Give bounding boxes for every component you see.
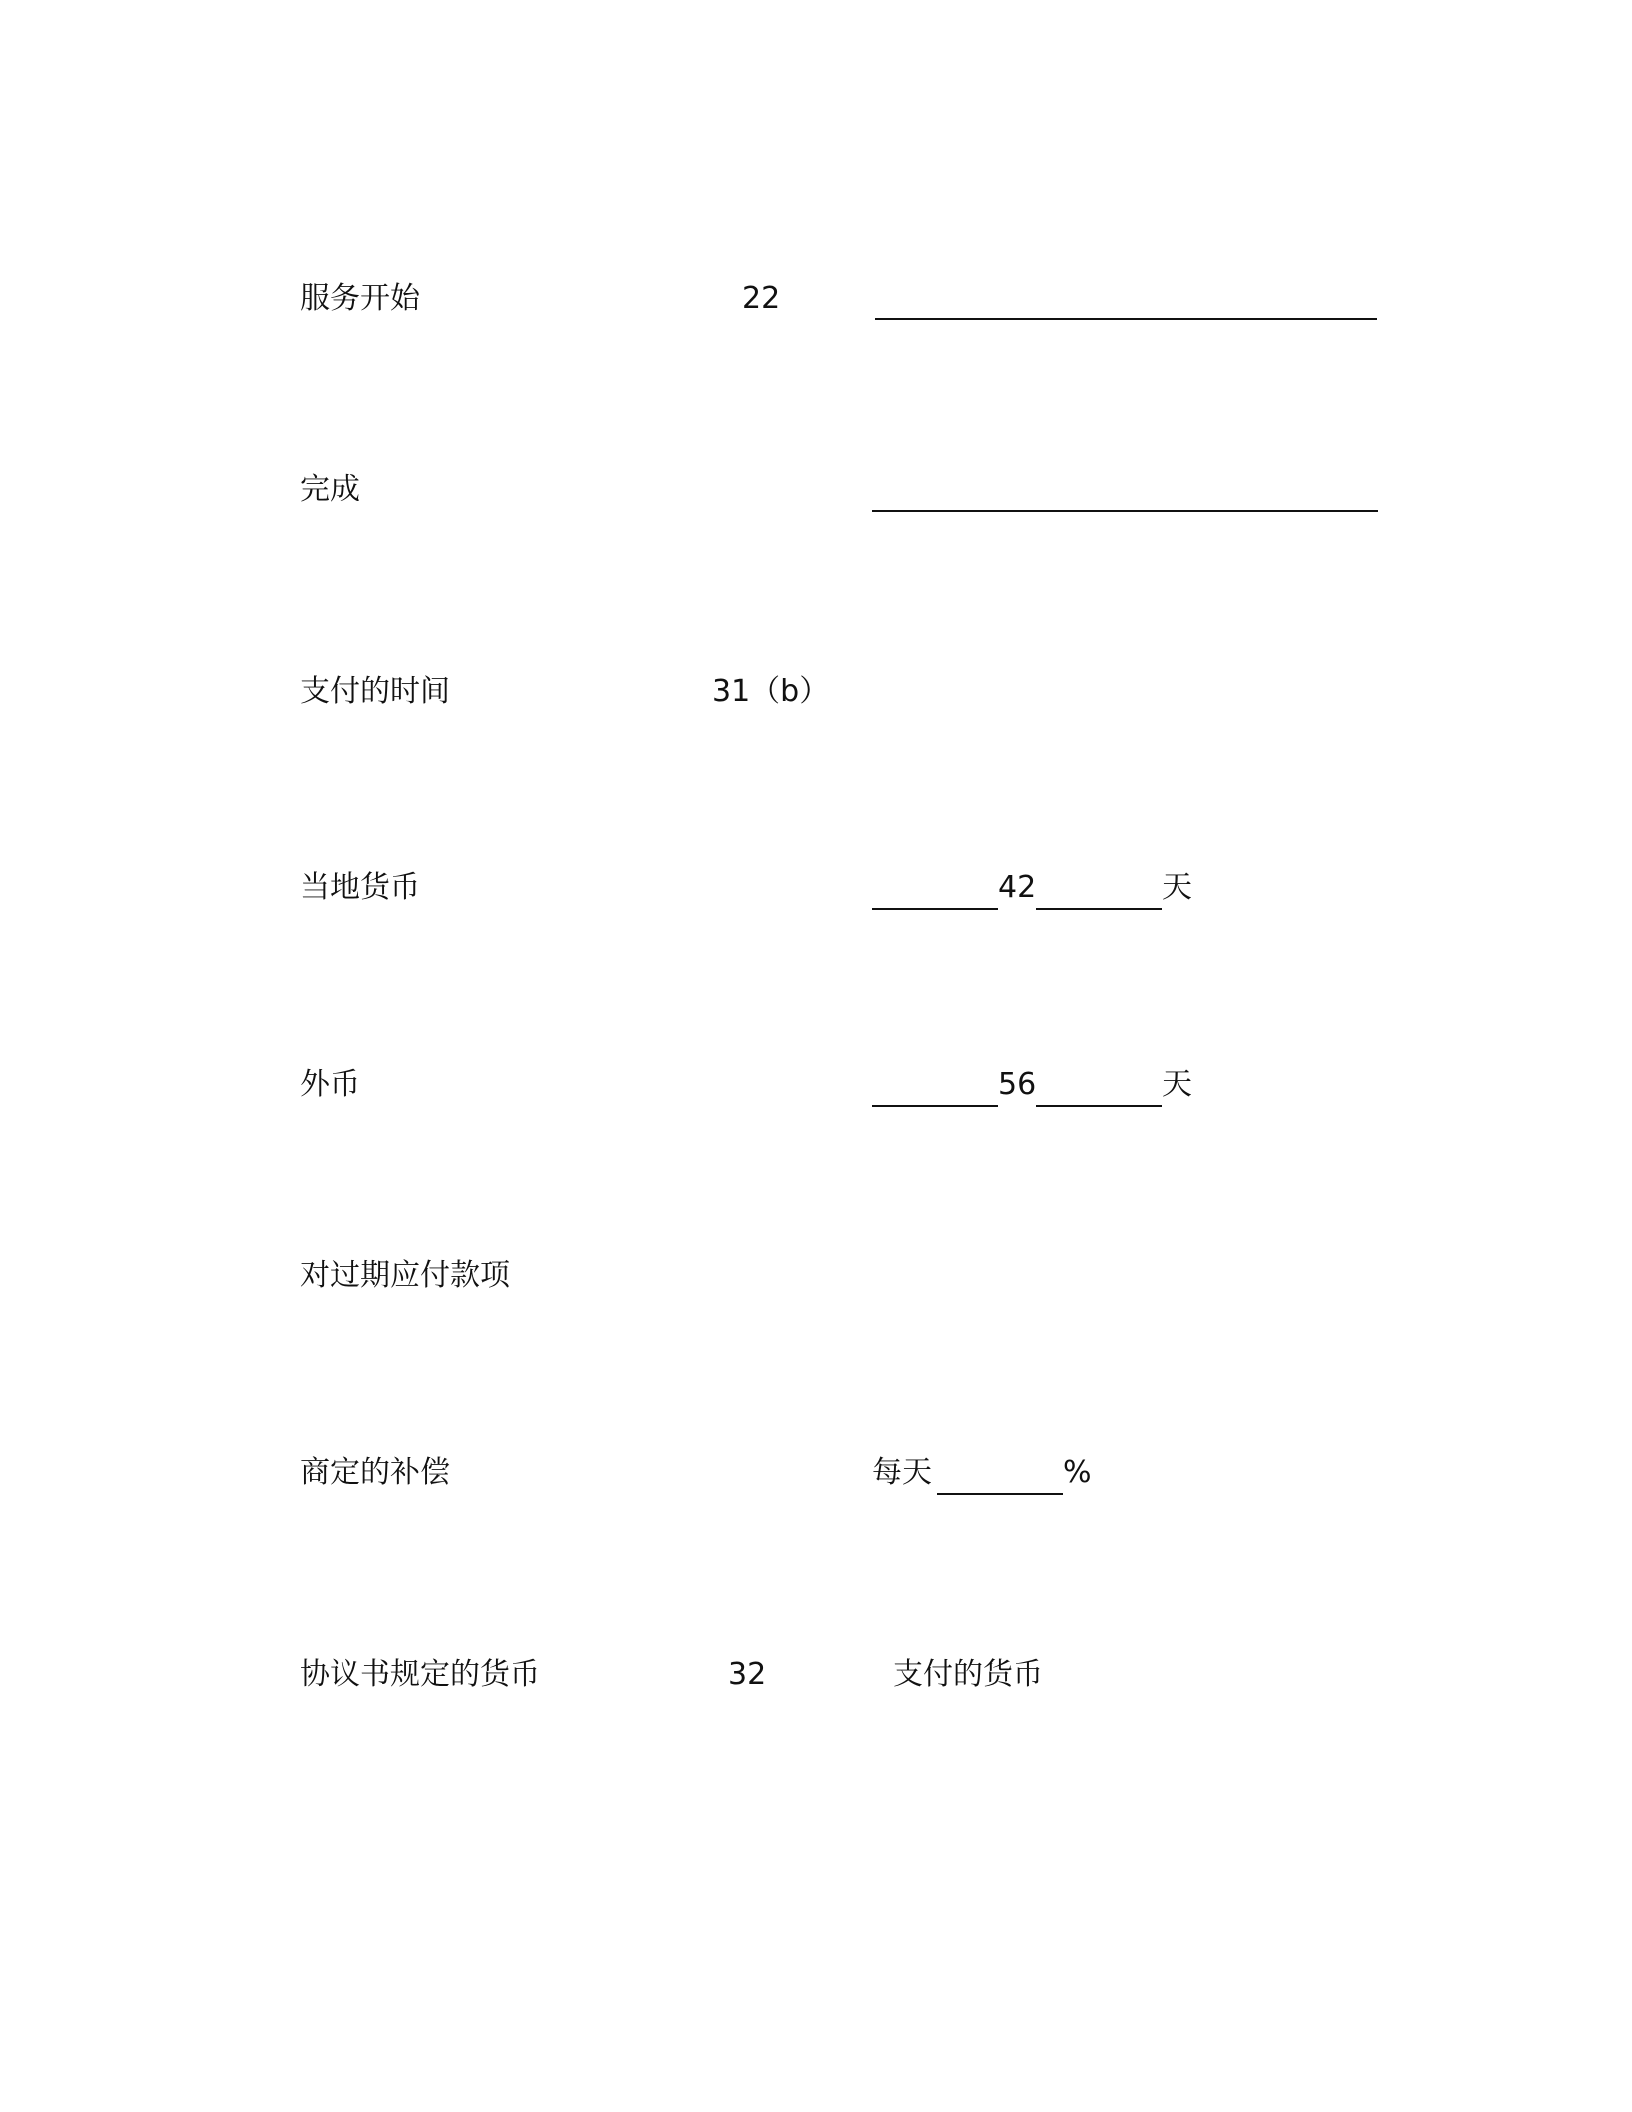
blank-line-local-currency-right: [1036, 908, 1162, 910]
row-clause-service-start: 22: [742, 281, 781, 316]
row-label-service-start: 服务开始: [300, 281, 420, 316]
row-right-text-payment-currency: 支付的货币: [893, 1657, 1043, 1692]
blank-line-foreign-currency-right: [1036, 1105, 1162, 1107]
row-unit-foreign-currency: 天: [1162, 1067, 1192, 1102]
row-unit-local-currency: 天: [1162, 870, 1192, 905]
row-clause-payment-time: 31（b）: [712, 674, 830, 709]
row-value-foreign-currency: 56: [998, 1067, 1037, 1102]
row-label-local-currency: 当地货币: [300, 870, 420, 905]
row-label-agreed-compensation: 商定的补偿: [300, 1455, 450, 1490]
row-prefix-agreed-compensation: 每天: [872, 1455, 932, 1490]
blank-line-completion: [872, 510, 1378, 512]
blank-line-service-start: [875, 318, 1377, 320]
row-label-contract-currency: 协议书规定的货币: [300, 1657, 540, 1692]
row-suffix-agreed-compensation: %: [1063, 1455, 1092, 1490]
row-label-payment-time: 支付的时间: [300, 674, 450, 709]
row-clause-contract-currency: 32: [728, 1657, 767, 1692]
row-label-completion: 完成: [300, 472, 360, 507]
blank-line-agreed-compensation: [937, 1493, 1063, 1495]
row-label-foreign-currency: 外币: [300, 1067, 360, 1102]
row-value-local-currency: 42: [998, 870, 1037, 905]
blank-line-local-currency-left: [872, 908, 998, 910]
row-label-overdue-payments: 对过期应付款项: [300, 1258, 510, 1293]
blank-line-foreign-currency-left: [872, 1105, 998, 1107]
